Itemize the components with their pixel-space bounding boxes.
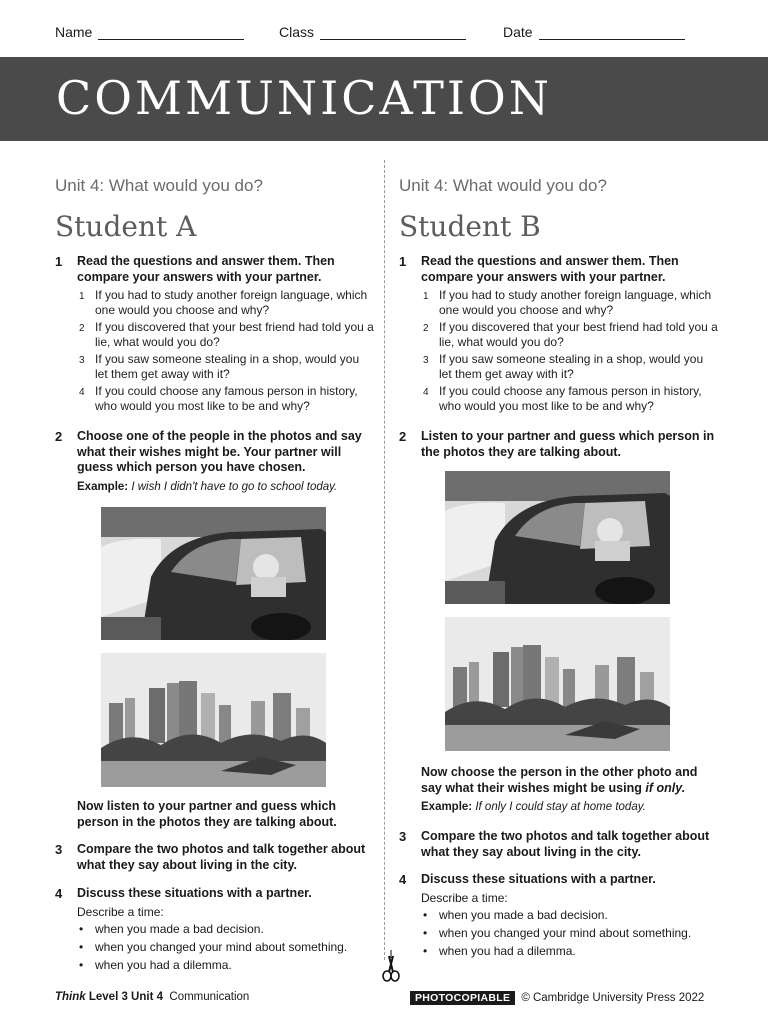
task-number: 3 xyxy=(55,842,63,857)
footer-copyright xyxy=(410,991,704,1005)
task-number: 2 xyxy=(399,429,407,444)
situation-item: • when you had a dilemma. xyxy=(421,942,719,960)
brand-name: Think xyxy=(55,991,86,1003)
question-item xyxy=(77,288,375,318)
situation-item: • when you changed your mind about something. xyxy=(421,924,719,942)
task-4 xyxy=(399,872,719,960)
situation-item: • when you changed your mind about something. xyxy=(77,938,375,956)
date-line xyxy=(539,26,685,40)
class-label: Class xyxy=(279,24,315,40)
describe-label: Describe a time: xyxy=(77,904,164,919)
question-item xyxy=(421,320,719,350)
task-3 xyxy=(55,842,375,873)
question-number: 4 xyxy=(423,387,429,398)
task-instruction: Now listen to your partner and guess which person in the photos they are talking about. xyxy=(77,799,337,829)
question-item xyxy=(421,384,719,414)
park-photo xyxy=(445,617,670,751)
example-text: I wish I didn't have to go to school today. xyxy=(131,480,338,493)
describe-label: Describe a time: xyxy=(421,890,508,905)
question-text: If you could choose any famous person in history, who would you most like to be and why? xyxy=(439,384,702,413)
car-photo xyxy=(101,507,326,640)
task-number: 1 xyxy=(55,254,63,269)
situation-item: • when you made a bad decision. xyxy=(77,920,375,938)
task-instruction: Discuss these situations with a partner. xyxy=(77,886,312,900)
task-instruction xyxy=(421,765,719,796)
question-number: 3 xyxy=(79,355,85,366)
name-line xyxy=(98,26,244,40)
question-text: If you could choose any famous person in history, who would you most like to be and why? xyxy=(95,384,358,413)
section-banner xyxy=(0,57,768,141)
date-field xyxy=(503,24,685,40)
task-1 xyxy=(55,254,375,416)
question-number: 2 xyxy=(423,323,429,334)
example xyxy=(421,800,719,816)
listen-instruction xyxy=(55,799,375,830)
instruction-text: Now choose the person in the other photo and say what their wishes might be using xyxy=(421,765,698,795)
question-text: If you saw someone stealing in a shop, would you let them get away with it? xyxy=(95,352,360,381)
date-label: Date xyxy=(503,24,533,40)
question-item xyxy=(77,384,375,414)
situation-list xyxy=(421,906,719,960)
situation-item: • when you made a bad decision. xyxy=(421,906,719,924)
task-number: 4 xyxy=(399,872,407,887)
question-text: If you discovered that your best friend had told you a lie, what would you do? xyxy=(95,320,374,349)
student-title: Student B xyxy=(399,210,541,243)
example xyxy=(77,480,375,496)
question-text: If you had to study another foreign language, which one would you choose and why? xyxy=(439,288,712,317)
instruction-emphasis: if only. xyxy=(645,780,686,795)
cut-line xyxy=(384,160,385,960)
question-list xyxy=(421,288,719,414)
copyright-text: © Cambridge University Press 2022 xyxy=(521,992,705,1004)
situation-list xyxy=(77,920,375,974)
task-2 xyxy=(55,429,375,495)
question-text: If you discovered that your best friend had told you a lie, what would you do? xyxy=(439,320,718,349)
question-text: If you saw someone stealing in a shop, would you let them get away with it? xyxy=(439,352,704,381)
task-instruction: Discuss these situations with a partner. xyxy=(421,872,656,886)
question-item xyxy=(77,352,375,382)
student-info-fields xyxy=(55,24,695,42)
question-number: 1 xyxy=(79,291,85,302)
name-label: Name xyxy=(55,24,93,40)
choose-instruction xyxy=(399,765,719,816)
course-level: Level 3 Unit 4 xyxy=(85,991,164,1003)
section-name: Communication xyxy=(169,991,250,1003)
question-number: 4 xyxy=(79,387,85,398)
example-label: Example: xyxy=(421,801,473,813)
car-photo xyxy=(445,471,670,604)
task-4 xyxy=(55,886,375,974)
task-instruction: Choose one of the people in the photos and say what their wishes might be. Your partner will guess which person you have chosen. xyxy=(77,429,362,474)
task-number: 4 xyxy=(55,886,63,901)
task-number: 3 xyxy=(399,829,407,844)
question-item xyxy=(421,288,719,318)
task-number: 1 xyxy=(399,254,407,269)
banner-title: COMMUNICATION xyxy=(56,71,553,125)
example-text: If only I could stay at home today. xyxy=(475,801,646,813)
name-field xyxy=(55,24,244,40)
question-item xyxy=(421,352,719,382)
task-3 xyxy=(399,829,719,860)
class-line xyxy=(320,26,466,40)
photocopiable-badge: PHOTOCOPIABLE xyxy=(410,991,515,1005)
task-instruction: Read the questions and answer them. Then compare your answers with your partner. xyxy=(77,254,335,284)
question-text: If you had to study another foreign language, which one would you choose and why? xyxy=(95,288,368,317)
unit-heading: Unit 4: What would you do? xyxy=(55,176,263,195)
question-list xyxy=(77,288,375,414)
task-instruction: Listen to your partner and guess which person in the photos they are talking about. xyxy=(421,429,715,459)
task-number: 2 xyxy=(55,429,63,444)
class-field xyxy=(279,24,466,40)
footer-course-info xyxy=(55,991,249,1003)
task-2 xyxy=(399,429,719,460)
task-instruction: Read the questions and answer them. Then compare your answers with your partner. xyxy=(421,254,679,284)
question-number: 1 xyxy=(423,291,429,302)
unit-heading: Unit 4: What would you do? xyxy=(399,176,607,195)
situation-item: • when you had a dilemma. xyxy=(77,956,375,974)
student-title: Student A xyxy=(55,210,197,243)
question-item xyxy=(77,320,375,350)
question-number: 3 xyxy=(423,355,429,366)
task-1 xyxy=(399,254,719,416)
example-label: Example: xyxy=(77,480,129,493)
question-number: 2 xyxy=(79,323,85,334)
task-instruction: Compare the two photos and talk together about what they say about living in the city. xyxy=(421,829,710,859)
task-instruction: Compare the two photos and talk together about what they say about living in the city. xyxy=(77,842,366,872)
park-photo xyxy=(101,653,326,787)
